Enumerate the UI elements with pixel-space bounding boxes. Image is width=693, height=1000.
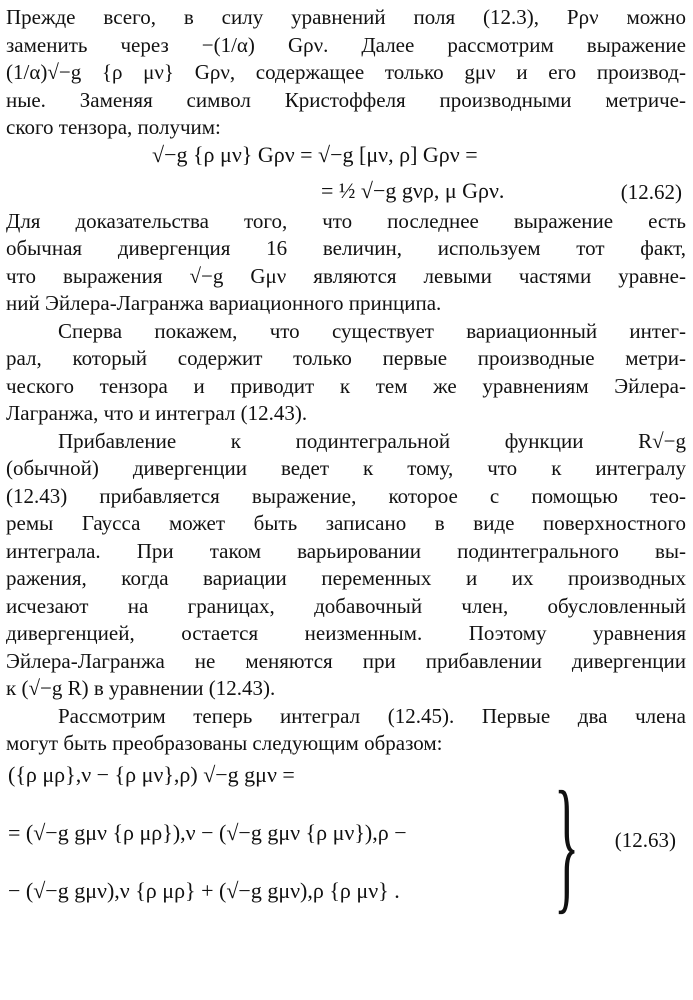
line: (обычной) дивергенции ведет к тому, что к интегралу — [6, 456, 686, 480]
line: Сперва покажем, что существует вариационный интег- — [58, 318, 686, 343]
equation-12-62 — [6, 142, 686, 208]
line: Лагранжа, что и интеграл (12.43). — [6, 401, 308, 425]
line: исчезают на границах, добавочный член, обусловленный — [6, 593, 686, 618]
line: Рассмотрим теперь интеграл (12.45). Первые два члена — [58, 703, 686, 728]
equation-12-63 — [6, 762, 686, 934]
line: к (√−g R) в уравнении (12.43). — [6, 676, 276, 700]
line: ные. Заменяя символ Кристоффеля производными метриче- — [6, 87, 686, 112]
equation-line: √−g {ρ μν} Gρν = √−g [μν, ρ] Gρν = — [152, 141, 478, 167]
line: (1/α)√−g {ρ μν} Gρν, содержащее только gμν и его производ- — [6, 60, 686, 84]
line: Для доказательства того, что последнее выражение есть — [6, 208, 686, 233]
line: дивергенцией, остается неизменным. Поэтому уравнения — [6, 621, 686, 645]
line: Эйлера-Лагранжа не меняются при прибавлении дивергенции — [6, 648, 686, 673]
line: Прибавление к подинтегральной функции R√−g — [58, 428, 686, 453]
equation-line: ({ρ μρ},ν − {ρ μν},ρ) √−g gμν = — [8, 761, 295, 787]
line: Прежде всего, в силу уравнений поля (12.3), Pρν можно — [6, 5, 686, 29]
paragraph-3 — [6, 318, 686, 428]
line: интеграла. При таком варьировании подинтегрального вы- — [6, 538, 686, 563]
book-page — [6, 6, 686, 934]
line: ского тензора, получим: — [6, 115, 221, 139]
line: ремы Гаусса может быть записано в виде поверхностного — [6, 511, 686, 535]
line: ний Эйлера-Лагранжа вариационного принципа. — [6, 291, 442, 315]
line: заменить через −(1/α) Gρν. Далее рассмотрим выражение — [6, 32, 686, 57]
paragraph-2 — [6, 208, 686, 318]
line: могут быть преобразованы следующим образом: — [6, 731, 443, 755]
line: ческого тензора и приводит к тем же уравнениям Эйлера- — [6, 373, 686, 398]
equation-line: = (√−g gμν {ρ μρ}),ν − (√−g gμν {ρ μν}),ρ − — [8, 819, 407, 845]
paragraph-4 — [6, 428, 686, 703]
line: ражения, когда вариации переменных и их производных — [6, 566, 686, 590]
line: (12.43) прибавляется выражение, которое с помощью тео- — [6, 483, 686, 508]
equation-number: (12.62) — [620, 179, 682, 204]
line: что выражения √−g Gμν являются левыми частями уравне- — [6, 263, 686, 288]
equation-number: (12.63) — [614, 827, 676, 852]
right-brace: } — [554, 760, 580, 927]
equation-line: − (√−g gμν),ν {ρ μρ} + (√−g gμν),ρ {ρ μν} . — [8, 877, 400, 903]
line: обычная дивергенция 16 величин, используем тот факт, — [6, 236, 686, 260]
line: рал, который содержит только первые производные метри- — [6, 346, 686, 370]
equation-line: = ½ √−g gνρ, μ Gρν. — [321, 177, 505, 203]
paragraph-1 — [6, 4, 686, 142]
paragraph-5 — [6, 703, 686, 758]
